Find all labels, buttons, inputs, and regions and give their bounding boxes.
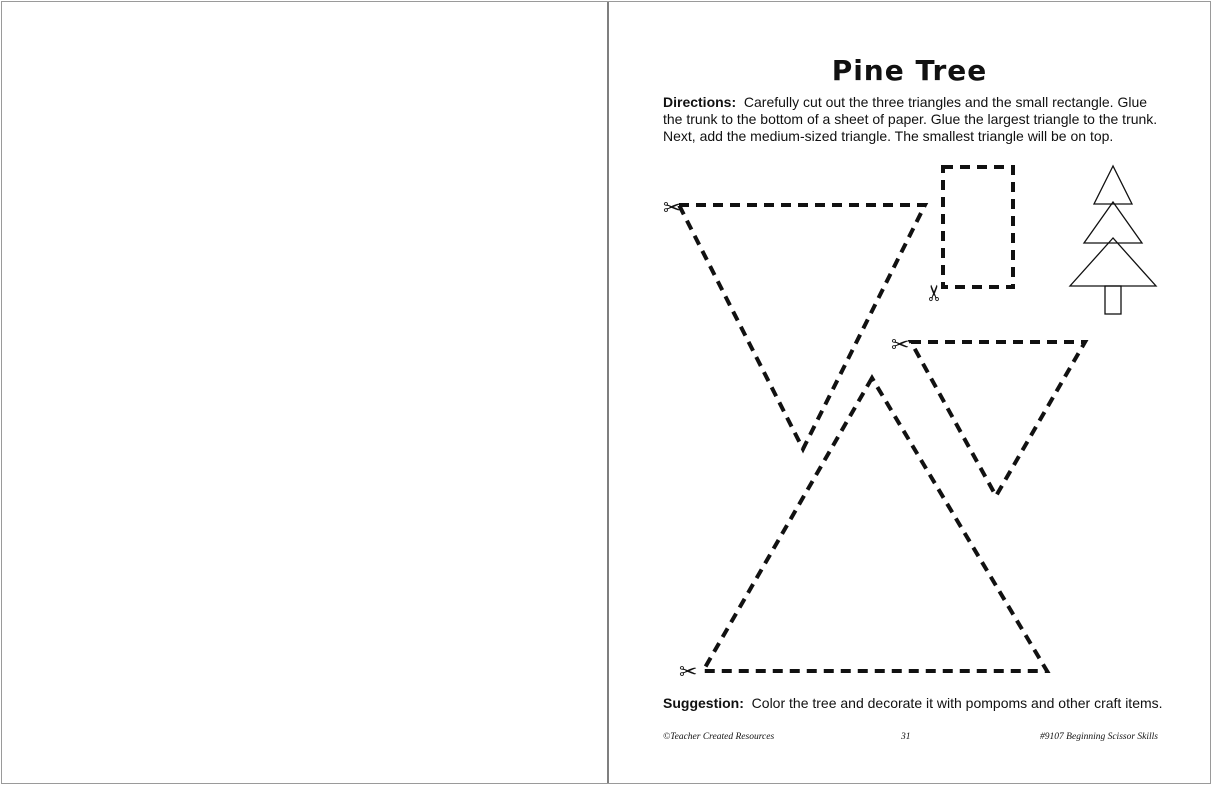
worksheet-page <box>609 2 1210 783</box>
left-blank-page <box>2 2 607 783</box>
directions-label: Directions: <box>663 94 737 110</box>
medium-triangle-cutline[interactable] <box>679 205 925 449</box>
suggestion-text: Color the tree and decorate it with pompoms and other craft items. <box>751 695 1163 711</box>
directions-text: Carefully cut out the three triangles and the small rectangle. Glue the trunk to the bottom of a sheet of paper. Glue the largest triangle to the trunk. Next, add the medium-sized triangle. The smallest triangle will be on top. <box>663 94 1158 144</box>
footer-copyright: ©Teacher Created Resources <box>663 732 775 742</box>
scissors-icon: ✂ <box>923 283 948 302</box>
page-title: Pine Tree <box>831 54 988 87</box>
large-triangle-cutline[interactable] <box>703 378 1047 671</box>
suggestion <box>663 695 1183 712</box>
book-spread <box>1 1 1211 784</box>
scissors-icon: ✂ <box>891 333 910 358</box>
cutout-shapes <box>609 2 1210 783</box>
suggestion-label: Suggestion: <box>663 695 744 711</box>
pine-tree-example-icon <box>1070 166 1156 314</box>
small-triangle-cutline[interactable] <box>911 342 1085 496</box>
trunk-rectangle-cutline[interactable] <box>943 167 1013 287</box>
footer-book-title: #9107 Beginning Scissor Skills <box>1040 732 1158 742</box>
scissors-icon: ✂ <box>679 660 698 685</box>
scissors-icon: ✂ <box>663 196 682 221</box>
footer-page-number: 31 <box>901 732 911 742</box>
